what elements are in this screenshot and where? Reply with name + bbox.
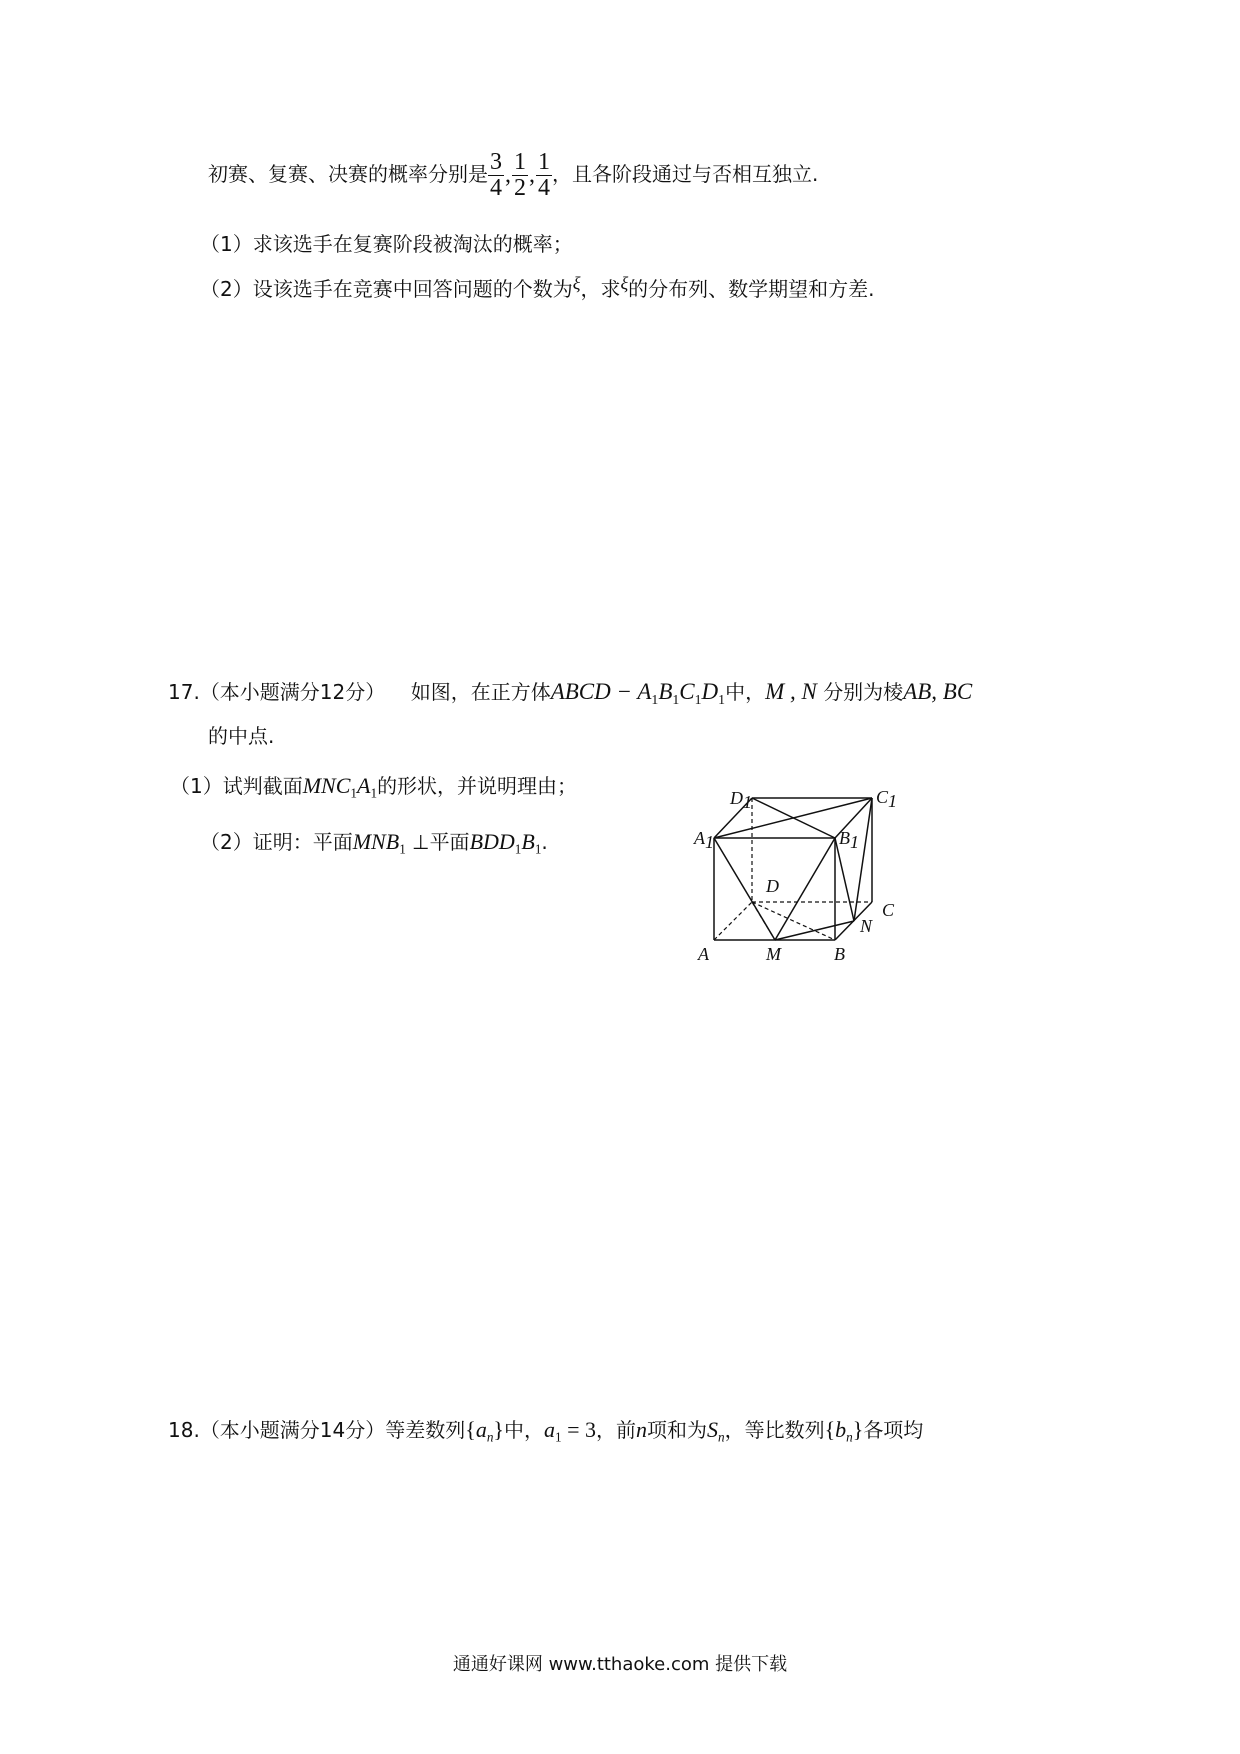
q16-part1: （1）求该选手在复赛阶段被淘汰的概率； xyxy=(200,232,573,256)
n-symbol: n xyxy=(636,1417,647,1442)
label-d1: D1 xyxy=(730,788,752,812)
mn-symbols: M , N xyxy=(765,679,817,704)
cube-name: ABCD − $A_1B_1C_1D_1$ xyxy=(550,679,726,707)
q17-score: （本小题满分12分） xyxy=(199,680,386,704)
seq-a-n: $\{a_n\}$ xyxy=(465,1417,504,1445)
label-a1: A1 xyxy=(694,828,714,852)
fraction-3-4: $\frac{3}{4}$ xyxy=(490,149,502,202)
q18-number: 18. xyxy=(168,1418,200,1442)
line-c1-n xyxy=(854,798,872,921)
label-b1: B1 xyxy=(839,828,859,852)
q16-part2: （2）设该选手在竞赛中回答问题的个数为ξ，求ξ的分布列、数学期望和方差. xyxy=(200,273,875,302)
line-m-n xyxy=(775,921,854,940)
fraction-1-2: $\frac{1}{2}$ xyxy=(514,149,526,202)
label-d: D xyxy=(766,876,779,896)
q16-intro-text: 初赛、复赛、决赛的概率分别是 xyxy=(208,162,488,187)
q17-line1: 17.（本小题满分12分） 如图，在正方体ABCD − $A_1B_1C_1D_1$中，M , N 分别为棱AB, BC xyxy=(168,679,973,707)
label-a: A xyxy=(698,944,709,964)
q16-intro-suffix: ，且各阶段通过与否相互独立. xyxy=(552,162,819,187)
label-c1: C1 xyxy=(876,787,898,811)
label-b: B xyxy=(834,944,845,964)
q18-score: （本小题满分14分） xyxy=(199,1418,386,1442)
line-b1-m xyxy=(775,838,835,940)
q16-intro-line: 初赛、复赛、决赛的概率分别是 $\frac{3}{4}$ , $\frac{1}{2}$ , $\frac{1}{4}$ ，且各阶段通过与否相互独立. xyxy=(208,149,819,202)
q17-part1: （1）试判截面$MNC_1A_1$的形状，并说明理由； xyxy=(170,773,578,801)
label-m: M xyxy=(766,944,781,964)
a1-equals-3: $a_1 = 3$ xyxy=(543,1417,596,1445)
edges-ab-bc: AB, BC xyxy=(903,679,973,704)
s-n: $S_n$ xyxy=(707,1417,725,1445)
xi-symbol: ξ xyxy=(620,273,629,293)
section-mnc1a1: $MNC_1A_1$ xyxy=(302,773,378,801)
cube-figure xyxy=(680,780,920,980)
q18-line1: 18.（本小题满分14分）等差数列$\{a_n\}$中，$a_1 = 3$，前n项和为$S_n$，等比数列$\{b_n\}$各项均 xyxy=(168,1417,924,1445)
q17-line2: 的中点. xyxy=(208,724,275,748)
plane-bdd1b1: $BDD_1B_1$ xyxy=(469,829,542,857)
q17-number: 17. xyxy=(168,680,200,704)
xi-symbol: ξ xyxy=(572,273,581,293)
plane-mnb1: $MNB_1$ xyxy=(352,829,406,857)
seq-b-n: $\{b_n\}$ xyxy=(824,1417,864,1445)
fraction-1-4: $\frac{1}{4}$ xyxy=(538,149,550,202)
diag-d1-b1 xyxy=(752,798,835,838)
label-n: N xyxy=(860,916,873,936)
hidden-edge-a-d xyxy=(714,902,752,940)
perp-symbol: ⊥ xyxy=(412,830,430,854)
label-c: C xyxy=(882,900,895,920)
page-footer: 通通好课网 www.tthaoke.com 提供下载 xyxy=(452,1654,788,1675)
q17-part2: （2）证明：平面$MNB_1$ ⊥平面$BDD_1B_1$. xyxy=(200,829,548,857)
